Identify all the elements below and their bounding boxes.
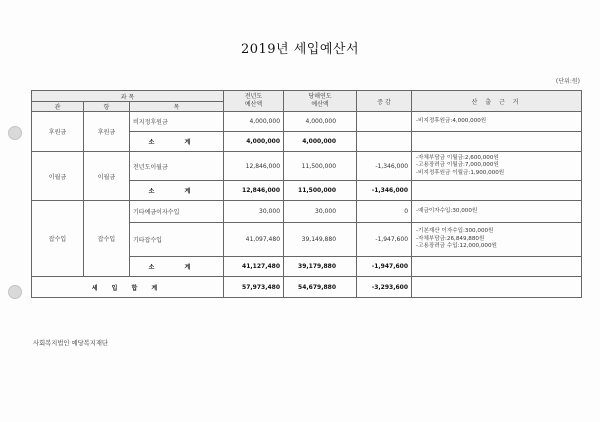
total-row (32, 277, 582, 298)
budget-table (31, 90, 582, 298)
basis-line: -비지정후원금 이월금:1,900,000원 (416, 169, 505, 176)
prev-cell: 4,000,000 (224, 132, 284, 152)
header-basis: 산 출 근 거 (412, 91, 582, 112)
subtotal-label: 소 계 (130, 181, 224, 201)
curr-cell: 54,679,880 (284, 277, 357, 298)
mok-cell: 전년도이월금 (130, 152, 224, 181)
hang-cell: 이월금 (84, 152, 130, 201)
subtotal-label: 소 계 (130, 132, 224, 152)
gwan-cell: 후원금 (32, 112, 84, 152)
organization-name: 사회복지법인 예당복지재단 (33, 340, 108, 347)
change-cell (357, 112, 412, 132)
basis-line: -비지정후원금:4,000,000원 (416, 117, 487, 124)
basis-line: -자체부담금 이월금:2,600,000원 (416, 154, 499, 161)
curr-cell: 30,000 (284, 201, 357, 223)
curr-cell: 11,500,000 (284, 152, 357, 181)
prev-cell: 41,127,480 (224, 257, 284, 277)
change-cell (357, 132, 412, 152)
basis-cell (412, 181, 582, 201)
basis-cell (412, 132, 582, 152)
table-row (32, 152, 582, 181)
total-label: 세 입 합 계 (32, 277, 224, 298)
header-gwan: 관 (32, 102, 84, 112)
basis-cell (412, 277, 582, 298)
curr-cell: 4,000,000 (284, 112, 357, 132)
change-cell: 0 (357, 201, 412, 223)
punch-hole (8, 285, 22, 299)
basis-line: -예금이자수입:30,000원 (416, 207, 478, 214)
basis-line: -기본재산 이자수입:300,000원 (416, 228, 494, 235)
basis-cell (412, 112, 582, 132)
prev-cell: 30,000 (224, 201, 284, 223)
table-row (32, 112, 582, 132)
change-cell: -1,947,600 (357, 257, 412, 277)
gwan-cell: 이월금 (32, 152, 84, 201)
header-category: 과 목 (32, 91, 224, 102)
prev-cell: 41,097,480 (224, 223, 284, 257)
curr-cell: 4,000,000 (284, 132, 357, 152)
header-mok: 목 (130, 102, 224, 112)
hang-cell: 잡수입 (84, 201, 130, 277)
hang-cell: 후원금 (84, 112, 130, 152)
punch-hole (8, 126, 22, 140)
basis-cell (412, 152, 582, 181)
subtotal-label: 소 계 (130, 257, 224, 277)
curr-cell: 11,500,000 (284, 181, 357, 201)
change-cell: -1,346,000 (357, 152, 412, 181)
curr-cell: 39,179,880 (284, 257, 357, 277)
basis-line: -자체부담금:26,849,880원 (416, 235, 485, 242)
curr-cell: 39,149,880 (284, 223, 357, 257)
header-hang: 항 (84, 102, 130, 112)
basis-line: -고용장려금 수입:12,000,000원 (416, 243, 497, 250)
prev-cell: 4,000,000 (224, 112, 284, 132)
prev-cell: 12,846,000 (224, 181, 284, 201)
change-cell: -1,947,600 (357, 223, 412, 257)
prev-cell: 12,846,000 (224, 152, 284, 181)
header-change: 증 감 (357, 91, 412, 112)
mok-cell: 기타예금이자수입 (130, 201, 224, 223)
change-cell: -1,346,000 (357, 181, 412, 201)
mok-cell: 비지정후원금 (130, 112, 224, 132)
table-header-row (32, 91, 582, 102)
header-prev-budget: 전년도 예산액 (224, 91, 284, 112)
basis-line: -고용장려금 이월금:7,000,000원 (416, 162, 499, 169)
basis-cell (412, 201, 582, 223)
mok-cell: 기타잡수입 (130, 223, 224, 257)
basis-cell (412, 223, 582, 257)
prev-cell: 57,973,480 (224, 277, 284, 298)
header-curr-budget: 당해연도 예산액 (284, 91, 357, 112)
table-row (32, 201, 582, 223)
document-title: 2019년 세입예산서 (240, 42, 360, 57)
basis-cell (412, 257, 582, 277)
unit-note: (단위:원) (555, 78, 580, 85)
change-cell: -3,293,600 (357, 277, 412, 298)
gwan-cell: 잡수입 (32, 201, 84, 277)
